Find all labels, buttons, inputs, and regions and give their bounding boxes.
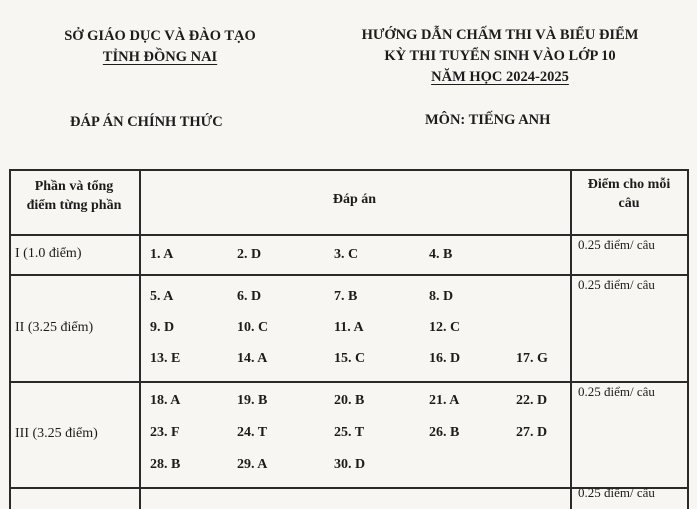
answer-item: 6. D [237,289,262,304]
title-line-2: KỲ THI TUYỂN SINH VÀO LỚP 10 [384,48,616,64]
answer-item: 17. G [516,351,548,366]
subject-label: MÔN: TIẾNG ANH [425,112,551,128]
header-answer: Đáp án [332,192,377,207]
document-title [320,25,680,88]
answer-item: 7. B [334,289,358,304]
answer-item: 30. D [334,457,366,472]
answer-item: 29. A [237,457,268,472]
answer-item: 28. B [150,457,181,472]
points-per-question: 0.25 điểm/ câu [578,384,655,399]
column-divider [570,169,572,509]
answer-item: 20. B [334,393,365,408]
answer-item: 16. D [429,351,461,366]
part-label: I (1.0 điểm) [15,246,82,261]
department-name: SỞ GIÁO DỤC VÀ ĐÀO TẠO [64,28,256,44]
row-divider [9,234,689,236]
province-name: TỈNH ĐỒNG NAI [102,49,218,65]
answer-item: 5. A [150,289,174,304]
points-per-question: 0.25 điểm/ câu [578,277,655,292]
answer-item: 23. F [150,425,180,440]
answer-item: 21. A [429,393,460,408]
answer-item: 27. D [516,425,548,440]
answer-item: 25. T [334,425,365,440]
row-divider [9,274,689,276]
answer-item: 1. A [150,247,174,262]
header-points: Điểm cho mỗi câu [587,177,671,211]
answer-item: 11. A [334,320,364,335]
header-part: Phần và tổng điểm từng phần [26,179,122,213]
answer-item: 9. D [150,320,175,335]
table-border-top [9,169,689,171]
answer-item: 24. T [237,425,268,440]
answer-item: 14. A [237,351,268,366]
points-per-question: 0.25 điểm/ câu [578,237,655,252]
answer-item: 26. B [429,425,460,440]
column-divider [139,169,141,509]
answer-item: 10. C [237,320,269,335]
part-label: III (3.25 điểm) [15,426,98,441]
row-divider [9,381,689,383]
department-heading [40,26,280,68]
answer-item: 13. E [150,351,181,366]
official-answer-label: ĐÁP ÁN CHÍNH THỨC [70,114,223,130]
answer-item: 18. A [150,393,181,408]
answer-item: 2. D [237,247,262,262]
answer-item: 19. B [237,393,268,408]
answer-table [9,169,689,509]
part-label: II (3.25 điểm) [15,320,94,335]
answer-item: 15. C [334,351,366,366]
title-line-1: HƯỚNG DẪN CHẤM THI VÀ BIỂU ĐIỂM [361,27,639,43]
answer-item: 12. C [429,320,461,335]
answer-item: 22. D [516,393,548,408]
title-line-3: NĂM HỌC 2024-2025 [431,69,569,85]
answer-item: 4. B [429,247,453,262]
answer-item: 8. D [429,289,454,304]
table-border-right [687,169,689,509]
points-per-question: 0.25 điểm/ câu [578,485,655,500]
table-border-left [9,169,11,509]
answer-item: 3. C [334,247,359,262]
